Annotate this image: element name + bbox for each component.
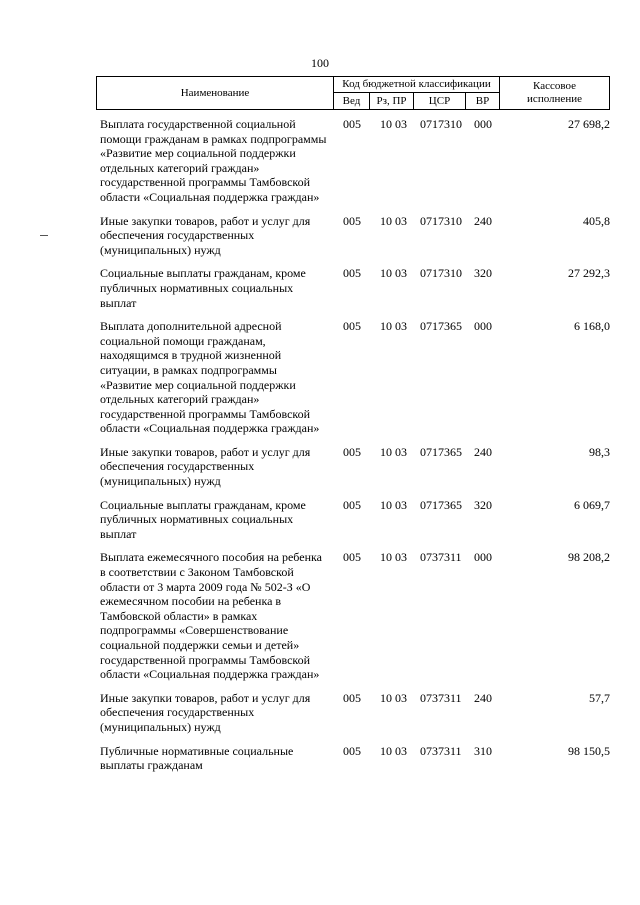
- row-vr: 000: [474, 117, 492, 131]
- table-row: [100, 214, 610, 258]
- table-row: [100, 744, 610, 773]
- row-csr: 0717365: [420, 444, 462, 459]
- row-vr: 000: [474, 550, 492, 565]
- row-amount: 6 168,0: [574, 319, 610, 334]
- row-amount: 27 698,2: [568, 117, 610, 131]
- row-csr: 0717310: [420, 117, 462, 131]
- row-ved: 005: [343, 497, 361, 512]
- row-name: Иные закупки товаров, работ и услуг для обеспечения государственных (муниципальных) нужд: [100, 690, 311, 734]
- table-header: [96, 76, 610, 110]
- header-rz-pr: Рз, ПР: [370, 93, 414, 110]
- row-vr: 310: [474, 743, 492, 758]
- row-csr: 0737311: [420, 550, 462, 565]
- row-csr: 0737311: [420, 690, 462, 705]
- row-name: Иные закупки товаров, работ и услуг для обеспечения государственных (муниципальных) нужд: [100, 444, 311, 489]
- row-csr: 0737311: [420, 743, 462, 758]
- row-rz-pr: 10 03: [380, 690, 407, 705]
- row-rz-pr: 10 03: [380, 743, 407, 758]
- table-row: [100, 319, 610, 436]
- row-amount: 57,7: [589, 690, 610, 705]
- row-ved: 005: [343, 213, 361, 228]
- row-rz-pr: 10 03: [380, 550, 407, 565]
- row-amount: 98,3: [589, 444, 610, 459]
- row-vr: 240: [474, 213, 492, 228]
- row-amount: 405,8: [583, 213, 610, 228]
- header-name: Наименование: [97, 77, 334, 110]
- row-rz-pr: 10 03: [380, 497, 407, 512]
- row-amount: 98 150,5: [568, 743, 610, 758]
- row-amount: 98 208,2: [568, 550, 610, 565]
- margin-mark: [40, 235, 48, 236]
- row-rz-pr: 10 03: [380, 117, 407, 131]
- header-code-group: Код бюджетной классификации: [334, 77, 500, 93]
- row-ved: 005: [343, 266, 361, 281]
- row-amount: 6 069,7: [574, 497, 610, 512]
- row-vr: 240: [474, 444, 492, 459]
- row-csr: 0717365: [420, 319, 462, 334]
- row-vr: 320: [474, 497, 492, 512]
- row-ved: 005: [343, 319, 361, 334]
- row-vr: 000: [474, 319, 492, 334]
- table-row: [100, 266, 610, 310]
- row-rz-pr: 10 03: [380, 213, 407, 228]
- table-row: [100, 117, 610, 205]
- header-vr: ВР: [466, 93, 500, 110]
- row-csr: 0717310: [420, 213, 462, 228]
- row-rz-pr: 10 03: [380, 266, 407, 281]
- row-name: Выплата ежемесячного пособия на ребенка в соответствии с Законом Тамбовской области от 3 марта 2009 года № 502-З «О ежемесячном пособии на ребенка в Тамбовской области» в рамках подпрограммы «Совершенствование социальной поддержки семьи и детей» государственной программы Тамбовской области «Социальная поддержка граждан»: [100, 550, 322, 682]
- row-name: Иные закупки товаров, работ и услуг для обеспечения государственных (муниципальных) нужд: [100, 213, 311, 257]
- row-csr: 0717310: [420, 266, 462, 281]
- header-csr: ЦСР: [414, 93, 466, 110]
- row-name: Выплата государственной социальной помощи гражданам в рамках подпрограммы «Развитие мер социальной поддержки отдельных категорий граждан» государственной программы Тамбовской области «Социальная поддержка граждан»: [100, 117, 327, 204]
- row-rz-pr: 10 03: [380, 319, 407, 334]
- row-name: Публичные нормативные социальные выплаты гражданам: [100, 743, 294, 773]
- row-ved: 005: [343, 743, 361, 758]
- row-vr: 320: [474, 266, 492, 281]
- table-row: [100, 691, 610, 735]
- row-vr: 240: [474, 690, 492, 705]
- header-ved: Вед: [334, 93, 370, 110]
- header-cash-execution: [500, 77, 610, 110]
- row-name: Выплата дополнительной адресной социальной помощи гражданам, находящимся в трудной жизненной ситуации, в рамках подпрограммы «Развитие мер социальной поддержки отдельных категорий граждан» государственной программы Тамбовской области «Социальная поддержка граждан»: [100, 319, 320, 436]
- header-cash-line1: Кассовое: [533, 80, 576, 92]
- row-amount: 27 292,3: [568, 266, 610, 281]
- row-ved: 005: [343, 117, 361, 131]
- row-csr: 0717365: [420, 497, 462, 512]
- header-cash-line2: исполнение: [527, 93, 582, 105]
- row-ved: 005: [343, 444, 361, 459]
- table-row: [100, 550, 610, 681]
- table-row: [100, 445, 610, 489]
- row-rz-pr: 10 03: [380, 444, 407, 459]
- table-row: [100, 498, 610, 542]
- page-number: 100: [311, 56, 329, 70]
- row-name: Социальные выплаты гражданам, кроме публичных нормативных социальных выплат: [100, 266, 306, 310]
- table-body: [100, 117, 610, 782]
- row-ved: 005: [343, 690, 361, 705]
- row-ved: 005: [343, 550, 361, 565]
- row-name: Социальные выплаты гражданам, кроме публичных нормативных социальных выплат: [100, 497, 306, 541]
